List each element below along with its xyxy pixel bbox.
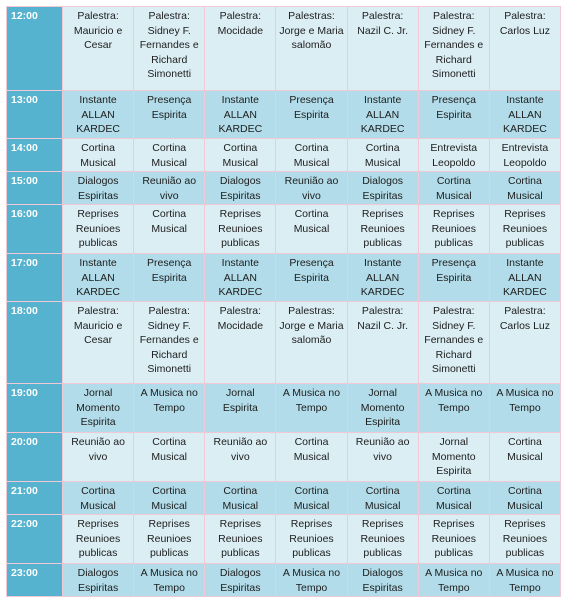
program-cell: Palestra: Sidney F. Fernandes e Richard Simonetti: [418, 7, 489, 91]
program-cell: A Musica no Tempo: [489, 384, 560, 433]
program-cell: Dialogos Espiritas: [205, 172, 276, 205]
time-slot-label: 21:00: [7, 482, 63, 515]
program-cell: Cortina Musical: [489, 172, 560, 205]
program-cell: A Musica no Tempo: [489, 564, 560, 597]
program-cell: Cortina Musical: [418, 172, 489, 205]
program-cell: Instante ALLAN KARDEC: [347, 254, 418, 302]
schedule-row: [7, 205, 561, 254]
program-cell: Cortina Musical: [205, 139, 276, 172]
program-cell: Cortina Musical: [489, 482, 560, 515]
schedule-table: [6, 6, 561, 597]
program-cell: Presença Espirita: [134, 91, 205, 139]
schedule-row: [7, 172, 561, 205]
program-cell: Presença Espirita: [276, 91, 347, 139]
program-cell: Dialogos Espiritas: [205, 564, 276, 597]
program-cell: Cortina Musical: [276, 139, 347, 172]
program-cell: Presença Espirita: [418, 91, 489, 139]
schedule-row: [7, 302, 561, 384]
program-cell: Instante ALLAN KARDEC: [205, 91, 276, 139]
schedule-row: [7, 384, 561, 433]
program-cell: Jornal Momento Espirita: [63, 384, 134, 433]
program-cell: Cortina Musical: [489, 433, 560, 482]
time-slot-label: 23:00: [7, 564, 63, 597]
program-cell: Instante ALLAN KARDEC: [489, 254, 560, 302]
program-cell: Reprises Reunioes publicas: [63, 515, 134, 564]
program-cell: Reunião ao vivo: [347, 433, 418, 482]
program-cell: Palestra: Mauricio e Cesar: [63, 302, 134, 384]
program-cell: Cortina Musical: [134, 433, 205, 482]
program-cell: Presença Espirita: [418, 254, 489, 302]
schedule-row: [7, 482, 561, 515]
program-cell: Reprises Reunioes publicas: [418, 515, 489, 564]
program-cell: Reprises Reunioes publicas: [347, 205, 418, 254]
program-cell: Cortina Musical: [276, 433, 347, 482]
time-slot-label: 15:00: [7, 172, 63, 205]
schedule-row: [7, 515, 561, 564]
program-cell: Instante ALLAN KARDEC: [489, 91, 560, 139]
program-cell: Reprises Reunioes publicas: [134, 515, 205, 564]
time-slot-label: 19:00: [7, 384, 63, 433]
program-cell: A Musica no Tempo: [134, 564, 205, 597]
program-cell: Reprises Reunioes publicas: [63, 205, 134, 254]
schedule-row: [7, 139, 561, 172]
program-cell: A Musica no Tempo: [418, 384, 489, 433]
program-cell: Instante ALLAN KARDEC: [63, 254, 134, 302]
program-cell: Reprises Reunioes publicas: [489, 515, 560, 564]
program-cell: Reunião ao vivo: [276, 172, 347, 205]
time-slot-label: 12:00: [7, 7, 63, 91]
schedule-body: [7, 7, 561, 597]
program-cell: Jornal Momento Espirita: [347, 384, 418, 433]
program-cell: A Musica no Tempo: [276, 384, 347, 433]
program-cell: Presença Espirita: [134, 254, 205, 302]
program-cell: Reunião ao vivo: [134, 172, 205, 205]
program-cell: Palestra: Carlos Luz: [489, 7, 560, 91]
program-cell: Jornal Momento Espirita: [418, 433, 489, 482]
time-slot-label: 14:00: [7, 139, 63, 172]
program-cell: A Musica no Tempo: [418, 564, 489, 597]
program-cell: A Musica no Tempo: [276, 564, 347, 597]
program-cell: Cortina Musical: [134, 139, 205, 172]
schedule-row: [7, 91, 561, 139]
program-cell: Palestra: Carlos Luz: [489, 302, 560, 384]
program-cell: Cortina Musical: [276, 482, 347, 515]
program-cell: Entrevista Leopoldo: [418, 139, 489, 172]
program-cell: Palestra: Sidney F. Fernandes e Richard Simonetti: [134, 302, 205, 384]
time-slot-label: 18:00: [7, 302, 63, 384]
program-cell: Cortina Musical: [418, 482, 489, 515]
time-slot-label: 17:00: [7, 254, 63, 302]
program-cell: Dialogos Espiritas: [347, 564, 418, 597]
program-cell: Jornal Espirita: [205, 384, 276, 433]
program-cell: A Musica no Tempo: [134, 384, 205, 433]
program-cell: Palestra: Sidney F. Fernandes e Richard Simonetti: [418, 302, 489, 384]
program-cell: Reunião ao vivo: [205, 433, 276, 482]
program-cell: Cortina Musical: [205, 482, 276, 515]
program-cell: Palestra: Mocidade: [205, 7, 276, 91]
program-cell: Palestra: Nazil C. Jr.: [347, 7, 418, 91]
program-cell: Reunião ao vivo: [63, 433, 134, 482]
program-cell: Dialogos Espiritas: [63, 172, 134, 205]
program-cell: Palestra: Sidney F. Fernandes e Richard Simonetti: [134, 7, 205, 91]
program-cell: Cortina Musical: [347, 139, 418, 172]
program-cell: Reprises Reunioes publicas: [347, 515, 418, 564]
program-cell: Reprises Reunioes publicas: [418, 205, 489, 254]
schedule-row: [7, 7, 561, 91]
program-cell: Reprises Reunioes publicas: [205, 515, 276, 564]
program-cell: Cortina Musical: [276, 205, 347, 254]
schedule-row: [7, 433, 561, 482]
program-cell: Palestras: Jorge e Maria salomão: [276, 7, 347, 91]
program-cell: Instante ALLAN KARDEC: [205, 254, 276, 302]
program-cell: Instante ALLAN KARDEC: [347, 91, 418, 139]
program-cell: Reprises Reunioes publicas: [205, 205, 276, 254]
program-cell: Presença Espirita: [276, 254, 347, 302]
time-slot-label: 20:00: [7, 433, 63, 482]
program-cell: Reprises Reunioes publicas: [489, 205, 560, 254]
program-cell: Palestra: Mauricio e Cesar: [63, 7, 134, 91]
program-cell: Cortina Musical: [63, 139, 134, 172]
program-cell: Cortina Musical: [134, 205, 205, 254]
program-cell: Reprises Reunioes publicas: [276, 515, 347, 564]
schedule-row: [7, 254, 561, 302]
program-cell: Dialogos Espiritas: [347, 172, 418, 205]
program-cell: Instante ALLAN KARDEC: [63, 91, 134, 139]
program-cell: Entrevista Leopoldo: [489, 139, 560, 172]
program-cell: Palestras: Jorge e Maria salomão: [276, 302, 347, 384]
time-slot-label: 16:00: [7, 205, 63, 254]
schedule-row: [7, 564, 561, 597]
program-cell: Cortina Musical: [134, 482, 205, 515]
program-cell: Palestra: Mocidade: [205, 302, 276, 384]
time-slot-label: 13:00: [7, 91, 63, 139]
time-slot-label: 22:00: [7, 515, 63, 564]
program-cell: Cortina Musical: [63, 482, 134, 515]
program-cell: Dialogos Espiritas: [63, 564, 134, 597]
program-cell: Palestra: Nazil C. Jr.: [347, 302, 418, 384]
program-cell: Cortina Musical: [347, 482, 418, 515]
